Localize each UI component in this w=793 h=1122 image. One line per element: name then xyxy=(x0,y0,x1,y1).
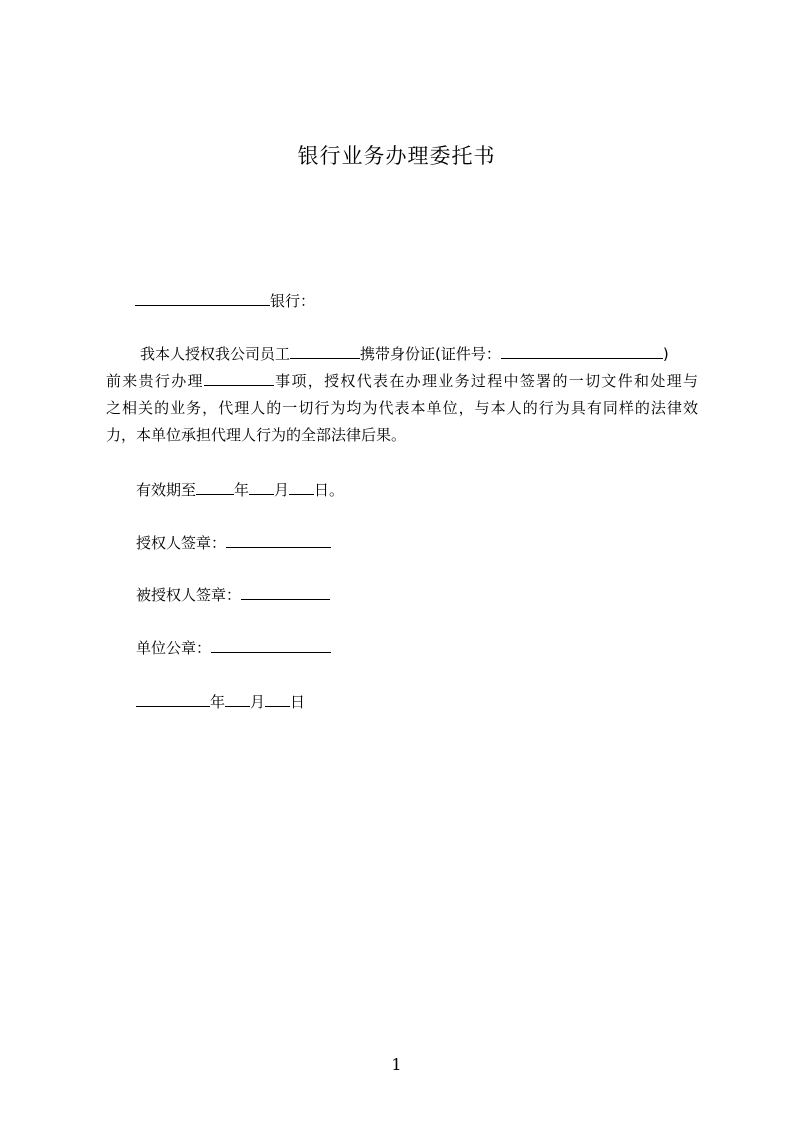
date-day-label: 日 xyxy=(290,693,306,711)
date-year-label: 年 xyxy=(210,693,226,711)
page-number: 1 xyxy=(391,1055,402,1074)
authorized-signature-line xyxy=(136,585,330,605)
body-line-3: 之相关的业务，代理人的一切行为均为代表本单位，与本人的行为具有同样的法律效 xyxy=(106,399,698,417)
validity-year-blank[interactable] xyxy=(196,480,234,495)
date-day-blank[interactable] xyxy=(265,692,290,707)
salutation-line xyxy=(135,291,315,311)
validity-month-blank[interactable] xyxy=(249,480,274,495)
body-text-handle: 前来贵行办理 xyxy=(106,372,204,390)
company-seal-line xyxy=(136,638,331,658)
body-line-4: 力，本单位承担代理人行为的全部法律后果。 xyxy=(106,426,407,444)
date-year-blank[interactable] xyxy=(136,692,210,707)
company-seal-label: 单位公章： xyxy=(136,639,212,657)
company-seal-blank[interactable] xyxy=(211,638,331,653)
employee-name-blank[interactable] xyxy=(290,344,360,359)
bank-name-blank[interactable] xyxy=(135,291,270,306)
document-title: 银行业务办理委托书 xyxy=(297,144,496,168)
date-month-label: 月 xyxy=(250,693,266,711)
authorizer-signature-blank[interactable] xyxy=(226,533,331,548)
validity-month-label: 月 xyxy=(274,481,290,499)
date-line xyxy=(136,692,305,712)
body-text-employee: 我本人授权我公司员工 xyxy=(140,345,291,363)
authorizer-signature-line xyxy=(136,533,331,553)
body-text-id: 携带身份证(证件号： xyxy=(360,345,501,363)
validity-line xyxy=(136,480,344,500)
body-text-matters: 事项，授权代表在办理业务过程中签署的一切文件和处理与 xyxy=(273,372,698,390)
authorized-label: 被授权人签章： xyxy=(136,586,242,604)
validity-day-label: 日。 xyxy=(314,481,345,499)
validity-prefix: 有效期至 xyxy=(136,481,197,499)
id-number-blank[interactable] xyxy=(501,344,663,359)
salutation-suffix: 银行： xyxy=(270,292,316,310)
body-line-2 xyxy=(106,371,698,391)
date-month-blank[interactable] xyxy=(225,692,250,707)
validity-day-blank[interactable] xyxy=(289,480,314,495)
body-text-close-paren: ) xyxy=(662,345,669,363)
body-line-1 xyxy=(140,344,669,364)
authorized-signature-blank[interactable] xyxy=(241,585,330,600)
authorizer-label: 授权人签章： xyxy=(136,534,227,552)
validity-year-label: 年 xyxy=(234,481,250,499)
matter-blank[interactable] xyxy=(204,371,274,386)
